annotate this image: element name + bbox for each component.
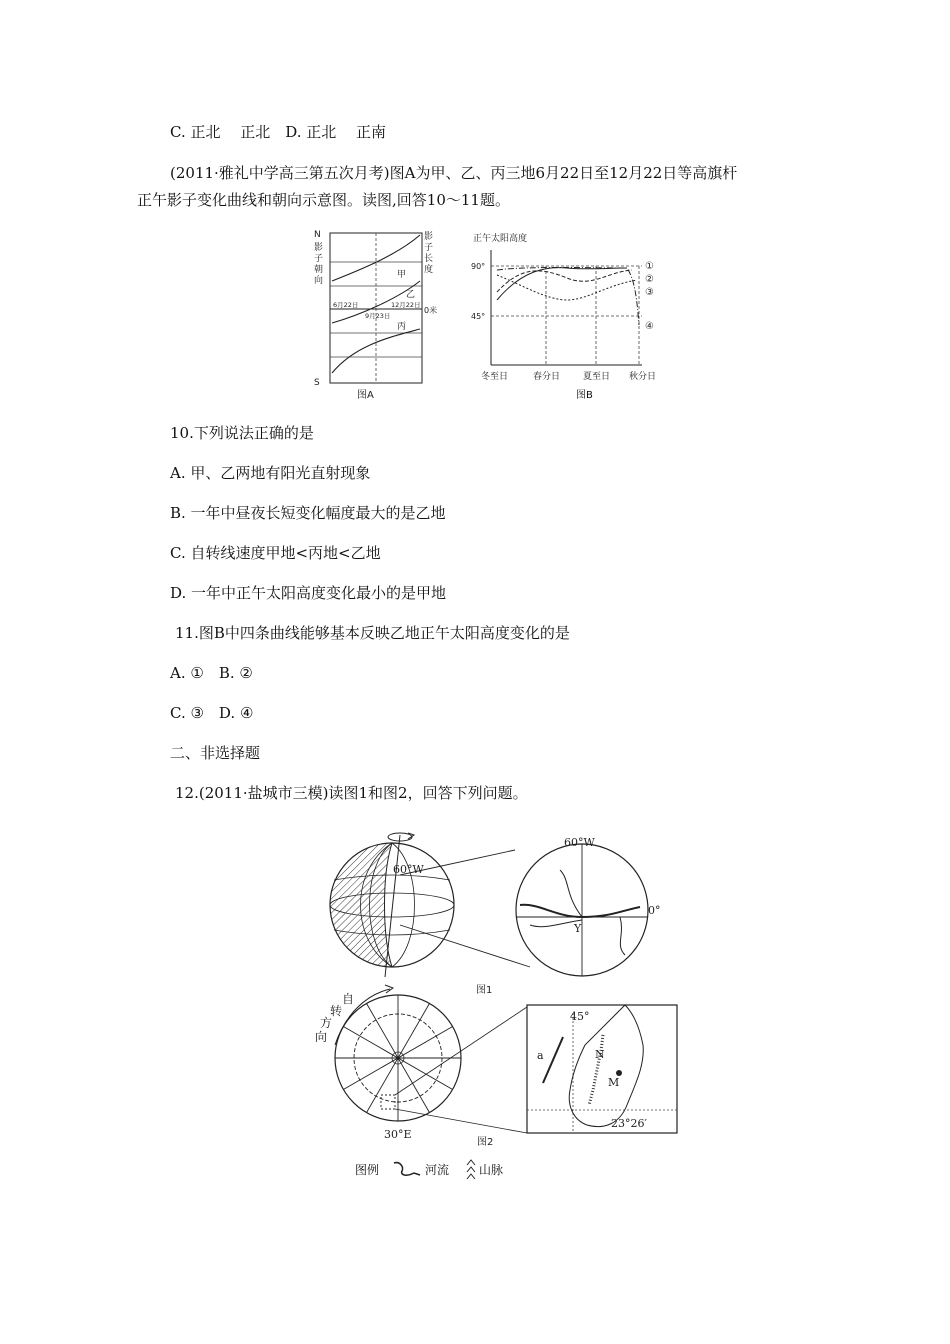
figb-curve-1: ①	[645, 261, 654, 272]
q10-stem: 10.下列说法正确的是	[170, 424, 314, 442]
figa-s-label: S	[314, 378, 320, 388]
fig1-60w-inset: 60°W	[564, 836, 595, 849]
figa-caption: 图A	[357, 390, 374, 401]
fig2-label-m: M	[608, 1076, 620, 1089]
figb-x-summer: 夏至日	[583, 372, 611, 382]
q12-stem: 12.(2011·盐城市三模)读图1和图2，回答下列问题。	[175, 784, 528, 802]
legend-mountain-label: 山脉	[479, 1163, 504, 1177]
fig1-point-y: Y	[574, 922, 582, 935]
figa-right-char-2: 子	[424, 243, 434, 253]
figure-b	[467, 230, 677, 390]
figb-x-autumn: 秋分日	[629, 372, 657, 382]
fig2-lon-45: 45°	[570, 1010, 590, 1023]
figb-curve-4: ④	[645, 321, 654, 332]
figa-left-char-2: 子	[314, 254, 324, 264]
figure-a	[305, 225, 455, 405]
figa-jia-label: 甲	[397, 270, 407, 280]
figb-x-winter: 冬至日	[481, 372, 509, 382]
fig2-rotation-char-2: 转	[330, 1004, 343, 1018]
fig2-caption: 图2	[477, 1137, 494, 1148]
fig2-rotation-char-3: 方	[320, 1016, 333, 1030]
river-icon	[392, 1159, 422, 1179]
q9-options-cd: C. 正北 正北 D. 正北 正南	[170, 123, 387, 141]
mountain-icon	[465, 1157, 479, 1181]
figa-left-char-1: 影	[314, 243, 324, 253]
fig2-lat-tropic: 23°26′	[611, 1117, 647, 1130]
figa-right-char-1: 影	[424, 232, 434, 242]
figa-right-char-3: 长	[424, 254, 434, 264]
section-heading-nonchoice: 二、非选择题	[170, 744, 261, 762]
figb-caption-text: 图B	[576, 390, 593, 401]
q10-option-a: A. 甲、乙两地有阳光直射现象	[170, 464, 371, 482]
q10-option-d: D. 一年中正午太阳高度变化最小的是甲地	[170, 584, 447, 602]
figb-curve-3: ③	[645, 287, 654, 298]
figb-y90: 90°	[471, 262, 486, 271]
q10-option-c: C. 自转线速度甲地<丙地<乙地	[170, 544, 381, 562]
figa-date-sep: 9月23日	[365, 312, 391, 320]
figa-bing-label: 丙	[397, 322, 407, 332]
fig2-label-n: N	[595, 1048, 605, 1061]
fig2-30e-label: 30°E	[384, 1128, 412, 1141]
fig1-60w-globe: 60°W	[393, 863, 424, 876]
q10-option-b: B. 一年中昼夜长短变化幅度最大的是乙地	[170, 504, 446, 522]
figa-yi-label: 乙	[406, 290, 416, 300]
figb-curve-2: ②	[645, 274, 654, 285]
legend-title: 图例	[355, 1163, 380, 1177]
figure-2	[305, 975, 685, 1150]
fig2-rotation-char-4: 向	[315, 1030, 328, 1044]
figa-zero-label: 0米	[424, 306, 438, 315]
q11-options-ab: A. ① B. ②	[170, 664, 253, 682]
figa-date-jun: 6月22日	[333, 301, 359, 309]
figb-x-spring: 春分日	[533, 372, 561, 382]
fig2-label-a: a	[537, 1049, 544, 1062]
figa-right-char-4: 度	[424, 265, 434, 275]
fig1-lat-0: 0°	[648, 904, 661, 917]
figb-y45: 45°	[471, 312, 486, 321]
figa-date-dec: 12月22日	[391, 301, 421, 309]
legend-river-label: 河流	[425, 1163, 450, 1177]
q11-options-cd: C. ③ D. ④	[170, 704, 254, 722]
q10-intro-line1: (2011·雅礼中学高三第五次月考)图A为甲、乙、丙三地6月22日至12月22日等高旗杆	[170, 164, 738, 182]
q10-intro-line2: 正午影子变化曲线和朝向示意图。读图,回答10～11题。	[137, 191, 510, 209]
fig1-caption: 图1	[476, 985, 493, 996]
figb-title: 正午太阳高度	[473, 234, 528, 244]
figa-left-char-3: 朝	[314, 265, 324, 275]
figa-n-label: N	[314, 230, 321, 240]
fig2-rotation-char-1: 自	[342, 992, 355, 1006]
q11-stem: 11.图B中四条曲线能够基本反映乙地正午太阳高度变化的是	[175, 624, 570, 642]
figa-left-char-4: 向	[314, 276, 324, 286]
